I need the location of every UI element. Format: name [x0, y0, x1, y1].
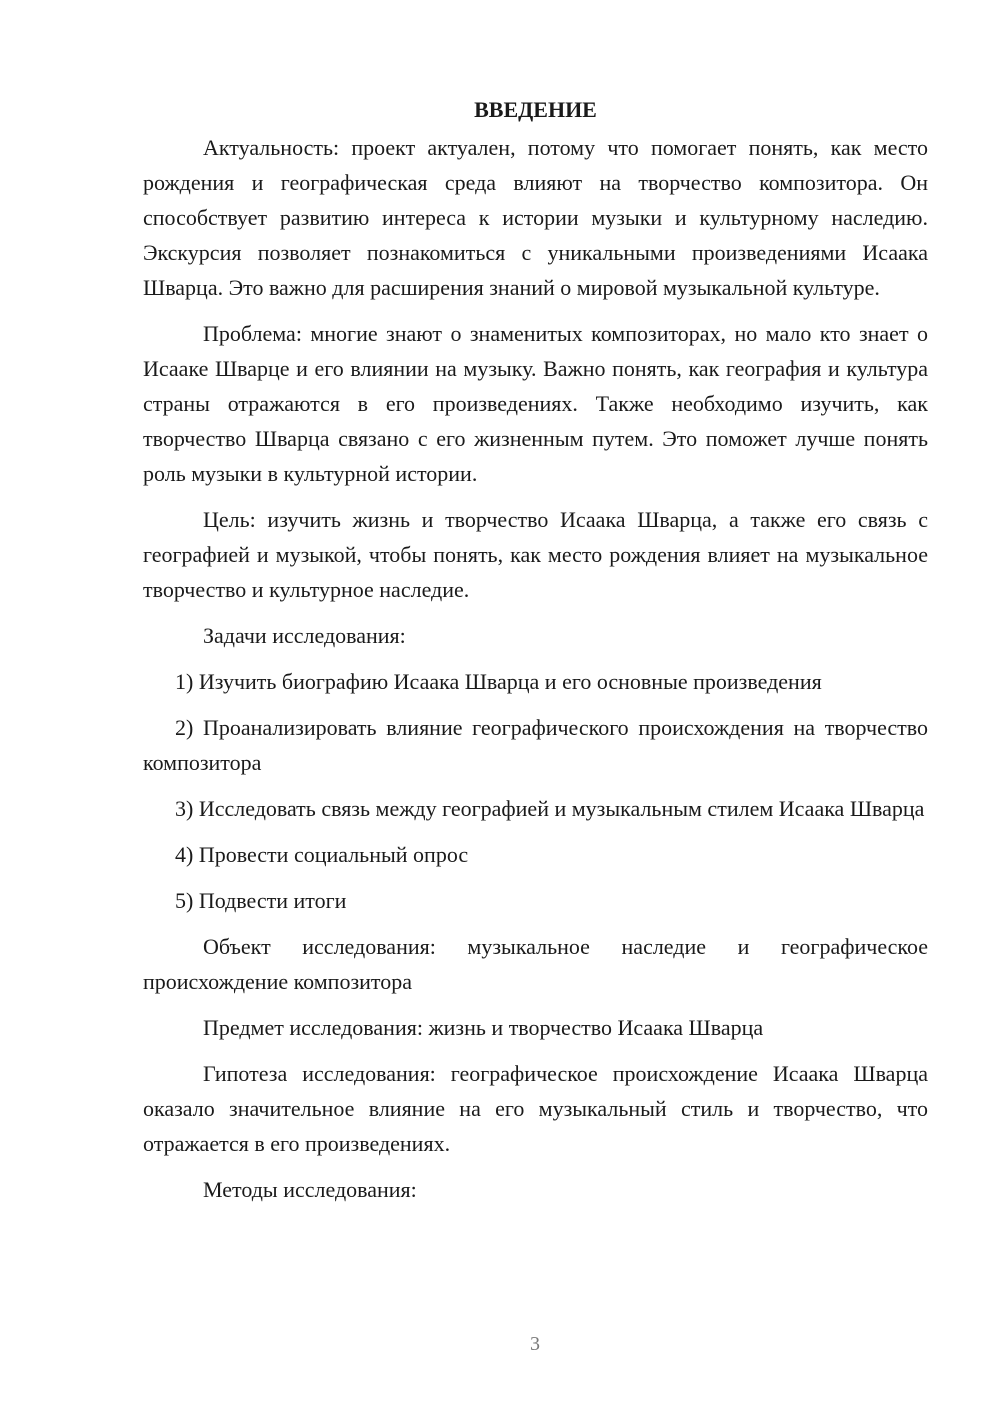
task-item-2: 2) Проанализировать влияние географического происхождения на творчество композитора	[143, 715, 928, 775]
paragraph-methods-title: Методы исследования:	[203, 1177, 417, 1202]
task-item-5: 5) Подвести итоги	[175, 888, 347, 913]
section-heading: ВВЕДЕНИЕ	[474, 97, 597, 122]
page-number: 3	[530, 1333, 540, 1355]
paragraph-relevance: Актуальность: проект актуален, потому что помогает понять, как место рождения и географическая среда влияют на творчество композитора. Он способствует развитию интереса к истории музыки и культурному наследию. Экскурсия позволяет познакомиться с уникальными произведениями Исаака Шварца. Это важно для расширения знаний о мировой музыкальной культуре.	[143, 135, 928, 300]
paragraph-problem: Проблема: многие знают о знаменитых композиторах, но мало кто знает о Исааке Шварце и его влиянии на музыку. Важно понять, как география и культура страны отражаются в его произведениях. Также необходимо изучить, как творчество Шварца связано с его жизненным путем. Это поможет лучше понять роль музыки в культурной истории.	[143, 321, 928, 486]
task-item-4: 4) Провести социальный опрос	[175, 842, 469, 867]
paragraph-tasks-title: Задачи исследования:	[203, 623, 406, 648]
paragraph-goal: Цель: изучить жизнь и творчество Исаака Шварца, а также его связь с географией и музыкой, чтобы понять, как место рождения влияет на музыкальное творчество и культурное наследие.	[143, 507, 928, 602]
paragraph-object: Объект исследования: музыкальное наследие и географическое происхождение композитора	[143, 934, 928, 994]
task-item-1: 1) Изучить биографию Исаака Шварца и его основные произведения	[175, 669, 822, 694]
task-item-3: 3) Исследовать связь между географией и музыкальным стилем Исаака Шварца	[175, 796, 925, 821]
document-page	[143, 92, 928, 1218]
paragraph-hypothesis: Гипотеза исследования: географическое происхождение Исаака Шварца оказало значительное влияние на его музыкальный стиль и творчество, что отражается в его произведениях.	[143, 1061, 928, 1156]
paragraph-subject: Предмет исследования: жизнь и творчество Исаака Шварца	[203, 1015, 764, 1040]
